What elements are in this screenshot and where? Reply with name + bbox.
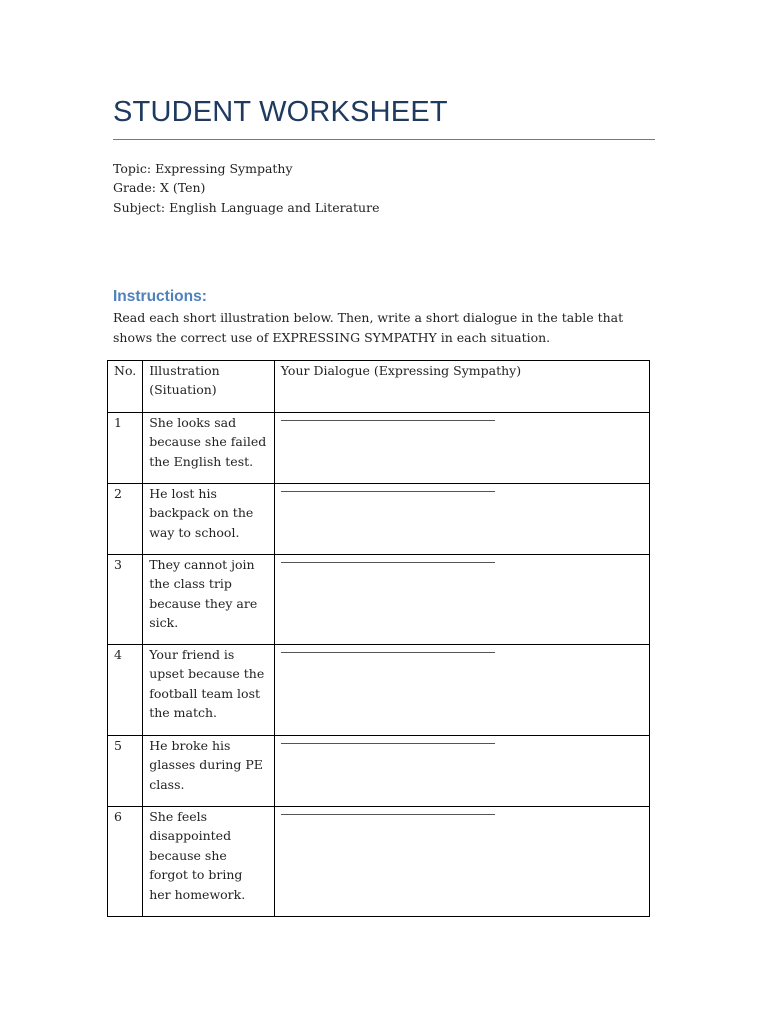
row-number: 1: [108, 413, 143, 484]
table-row: [108, 736, 650, 807]
answer-blank[interactable]: [281, 645, 495, 653]
page-title: STUDENT WORKSHEET: [113, 96, 448, 128]
document-meta: [113, 159, 379, 217]
header-illustration: Illustration (Situation): [143, 361, 275, 413]
row-dialogue-cell[interactable]: [274, 807, 649, 917]
row-illustration: He broke his glasses during PE class.: [143, 736, 275, 807]
row-illustration: He lost his backpack on the way to school.: [143, 484, 275, 555]
table-row: [108, 484, 650, 555]
row-illustration: Your friend is upset because the football team lost the match.: [143, 645, 275, 736]
row-illustration: She feels disappointed because she forgot to bring her homework.: [143, 807, 275, 917]
topic-line: Topic: Expressing Sympathy: [113, 161, 293, 176]
table-row: [108, 555, 650, 645]
row-number: 5: [108, 736, 143, 807]
row-dialogue-cell[interactable]: [274, 555, 649, 645]
instructions-heading: Instructions:: [113, 288, 207, 305]
header-no: No.: [108, 361, 143, 413]
table-row: [108, 413, 650, 484]
table-row: [108, 807, 650, 917]
answer-blank[interactable]: [281, 484, 495, 492]
answer-blank[interactable]: [281, 807, 495, 815]
row-dialogue-cell[interactable]: [274, 484, 649, 555]
row-dialogue-cell[interactable]: [274, 413, 649, 484]
worksheet-table: [107, 360, 650, 917]
answer-blank[interactable]: [281, 736, 495, 744]
table-row: [108, 645, 650, 736]
table-header-row: [108, 361, 650, 413]
answer-blank[interactable]: [281, 555, 495, 563]
header-dialogue: Your Dialogue (Expressing Sympathy): [274, 361, 649, 413]
title-divider: [113, 139, 655, 140]
instructions-text: Read each short illustration below. Then, write a short dialogue in the table that shows the correct use of EXPRESSING SYMPATHY in each situation.: [113, 310, 624, 345]
row-number: 6: [108, 807, 143, 917]
row-dialogue-cell[interactable]: [274, 645, 649, 736]
answer-blank[interactable]: [281, 413, 495, 421]
row-number: 4: [108, 645, 143, 736]
grade-line: Grade: X (Ten): [113, 180, 206, 196]
row-number: 2: [108, 484, 143, 555]
row-illustration: They cannot join the class trip because they are sick.: [143, 555, 275, 645]
subject-line: Subject: English Language and Literature: [113, 199, 380, 215]
row-number: 3: [108, 555, 143, 645]
row-illustration: She looks sad because she failed the English test.: [143, 413, 275, 484]
row-dialogue-cell[interactable]: [274, 736, 649, 807]
